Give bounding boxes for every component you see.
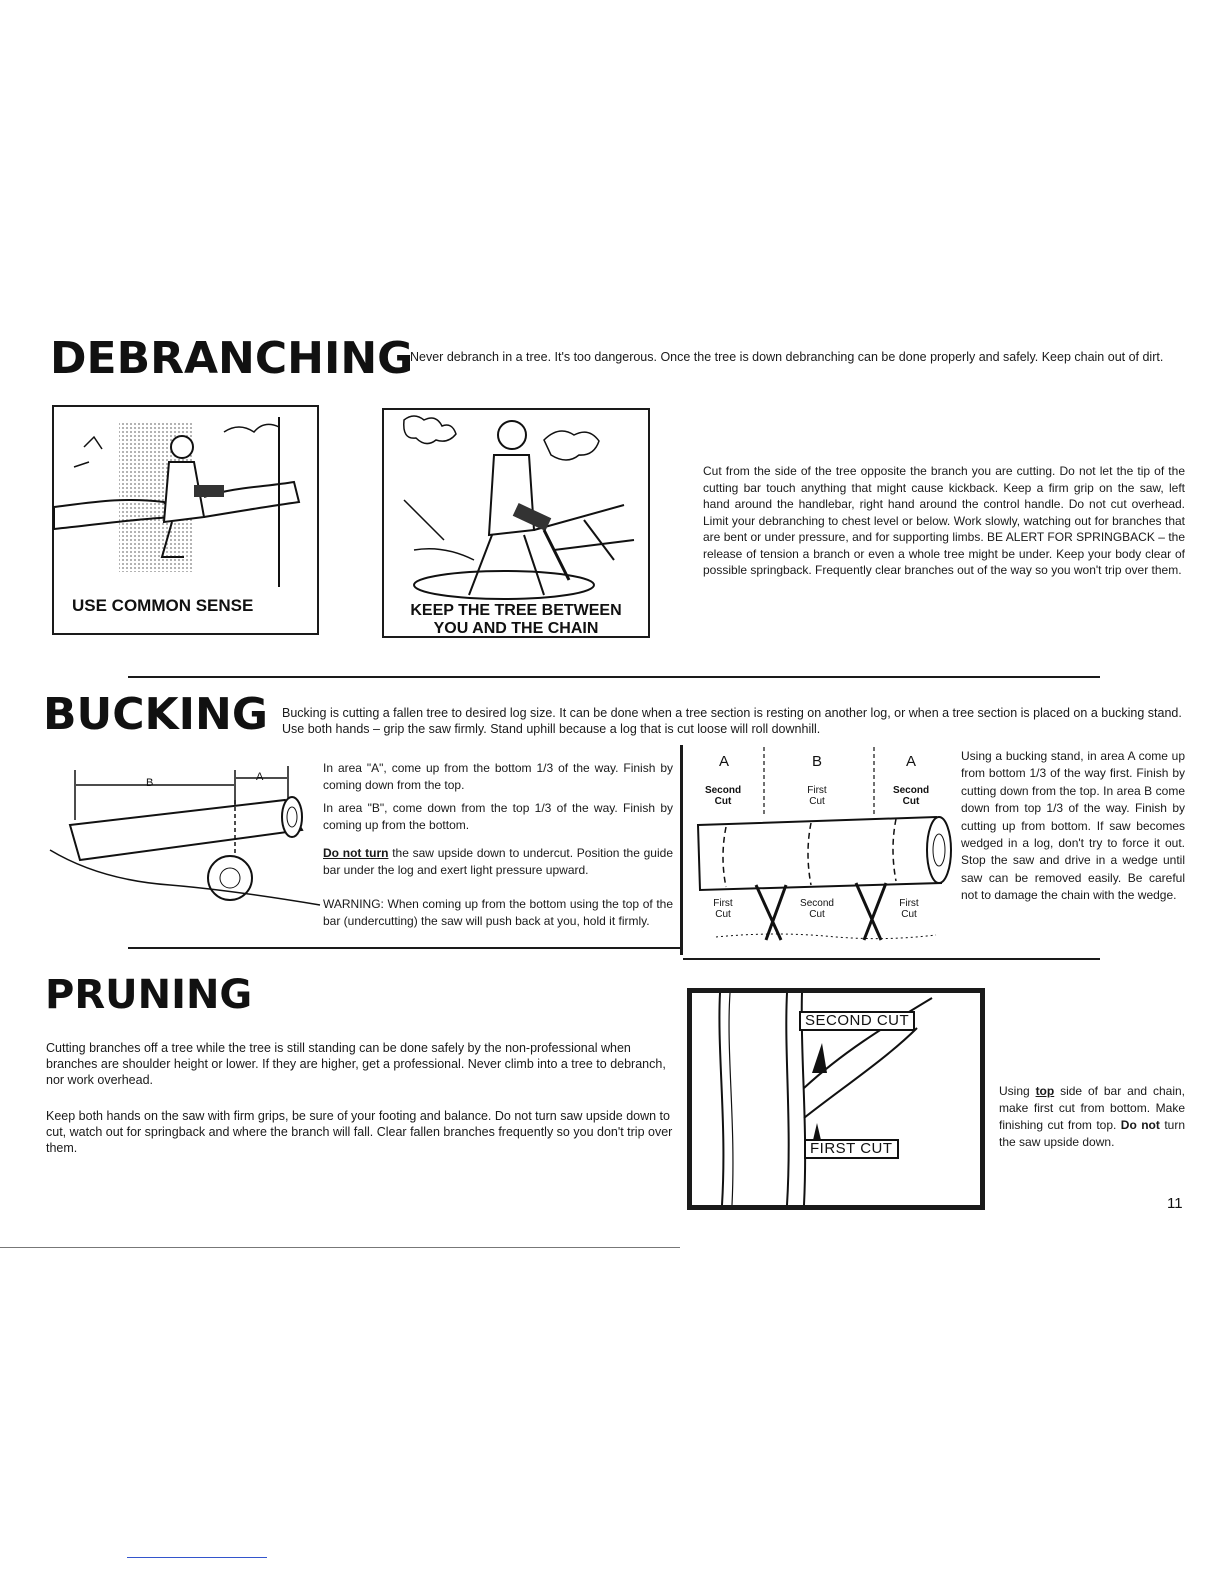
pruning-para-2: Keep both hands on the saw with firm grips, be sure of your footing and balance. Do not turn saw upside down to cut, watch out for springback and where the branch will fall. Clear fallen branches frequently so you don't trip over them. [46,1109,673,1155]
do-not-emphasis: Do not [1120,1118,1160,1132]
first-cut-label: FIRST CUT [804,1139,899,1159]
stand-letter-a2: A [906,753,917,770]
do-not-turn-emphasis: Do not turn [323,846,389,860]
pruning-title: PRUNING [45,972,253,1018]
diagram-label-a: A [256,771,264,783]
bucking-bottom-rule [128,947,680,949]
figure1-caption: USE COMMON SENSE [72,596,254,615]
bucking-intro: Bucking is cutting a fallen tree to desired log size. It can be done when a tree section is resting on another log, or when a tree section is placed on a bucking stand. Use both hands – grip the saw firmly. Stand uphill because a log that is cut loose will roll downhill. [282,706,1182,736]
page-number: 11 [1167,1195,1183,1212]
section-divider [128,676,1100,678]
pruning-figure [687,988,985,1210]
pruning-para-1: Cutting branches off a tree while the tree is still standing can be done safely by the non-professional when branches are shoulder height or lower. If they are higher, get a professional. Never climb into a tree to debranch, nor work overhead. [46,1041,666,1087]
stand-diagram [686,745,956,940]
stand-top-label-3: Second Cut [892,785,930,807]
bucking-divider-vertical [680,745,683,955]
bucking-title: BUCKING [43,689,268,740]
stand-bottom-rule [683,958,1100,960]
bucking-stand-text: Using a bucking stand, in area A come up from bottom 1/3 of the way first. Finish by cutting down from the top. In area B come down from top 1/3 of the way. Finish by cutting up from bottom. If saw becomes wedged in a log, don't try to force it out. Stop the saw and drive in a wedge until saw can be removed easily. Be careful not to damage the chain with the wedge. [961,749,1185,903]
footer-rule [0,1247,680,1248]
figure2-caption-line2: YOU AND THE CHAIN [433,620,599,637]
figure2-caption-line1: KEEP THE TREE BETWEEN [410,602,622,619]
top-emphasis: top [1035,1084,1055,1098]
debranching-title: DEBRANCHING [50,333,414,384]
bucking-para-a: In area "A", come up from the bottom 1/3 of the way. Finish by coming down from the top. [323,761,673,792]
log-on-log-diagram [40,760,310,930]
stand-bottom-label-1: First Cut [713,898,733,920]
tree-climber-illustration [54,407,317,602]
debranching-body: Cut from the side of the tree opposite the branch you are cutting. Do not let the tip of the cutting bar touch anything that might cause kickback. Keep a firm grip on the saw, left hand around the handlebar, right hand around the control handle. Do not cut overhead. Limit your debranching to chest level or below. Work slowly, watching out for branches that are bent or under pressure, and for supporting limbs. BE ALERT FOR SPRINGBACK – the release of tension a branch or even a whole tree might be under. Keep your body clear of possible springback. Frequently clear branches out of the way so you won't trip over them. [703,464,1185,577]
link-underline [127,1557,267,1558]
debranching-illustration [384,410,648,600]
stand-bottom-label-2: Second Cut [800,898,834,920]
stand-bottom-label-3: First Cut [899,898,919,920]
pruning-side-text: Using top side of bar and chain, make first cut from bottom. Make finishing cut from top. Do not turn the saw upside down. [999,1084,1186,1149]
do-not-turn-rest: the saw upside down to undercut. Position the guide bar under the log and exert light pressure upward. [323,846,673,877]
figure-keep-tree-between [382,408,650,638]
bucking-undercut-note [323,845,673,878]
debranching-intro: Never debranch in a tree. It's too dangerous. Once the tree is down debranching can be done properly and safely. Keep chain out of dirt. [410,350,1164,364]
bucking-para-b: In area "B", come down from the top 1/3 of the way. Finish by coming up from the bottom. [323,801,673,832]
stand-letter-b: B [812,753,823,770]
bucking-warning: WARNING: When coming up from the bottom using the top of the bar (undercutting) the saw will push back at you, hold it firmly. [323,897,673,928]
stand-letter-a1: A [719,753,730,770]
stand-top-label-2: First Cut [807,785,827,807]
stand-top-label-1: Second Cut [704,785,742,807]
figure-use-common-sense [52,405,319,635]
diagram-label-b: B [146,777,154,789]
second-cut-label: SECOND CUT [799,1011,915,1031]
